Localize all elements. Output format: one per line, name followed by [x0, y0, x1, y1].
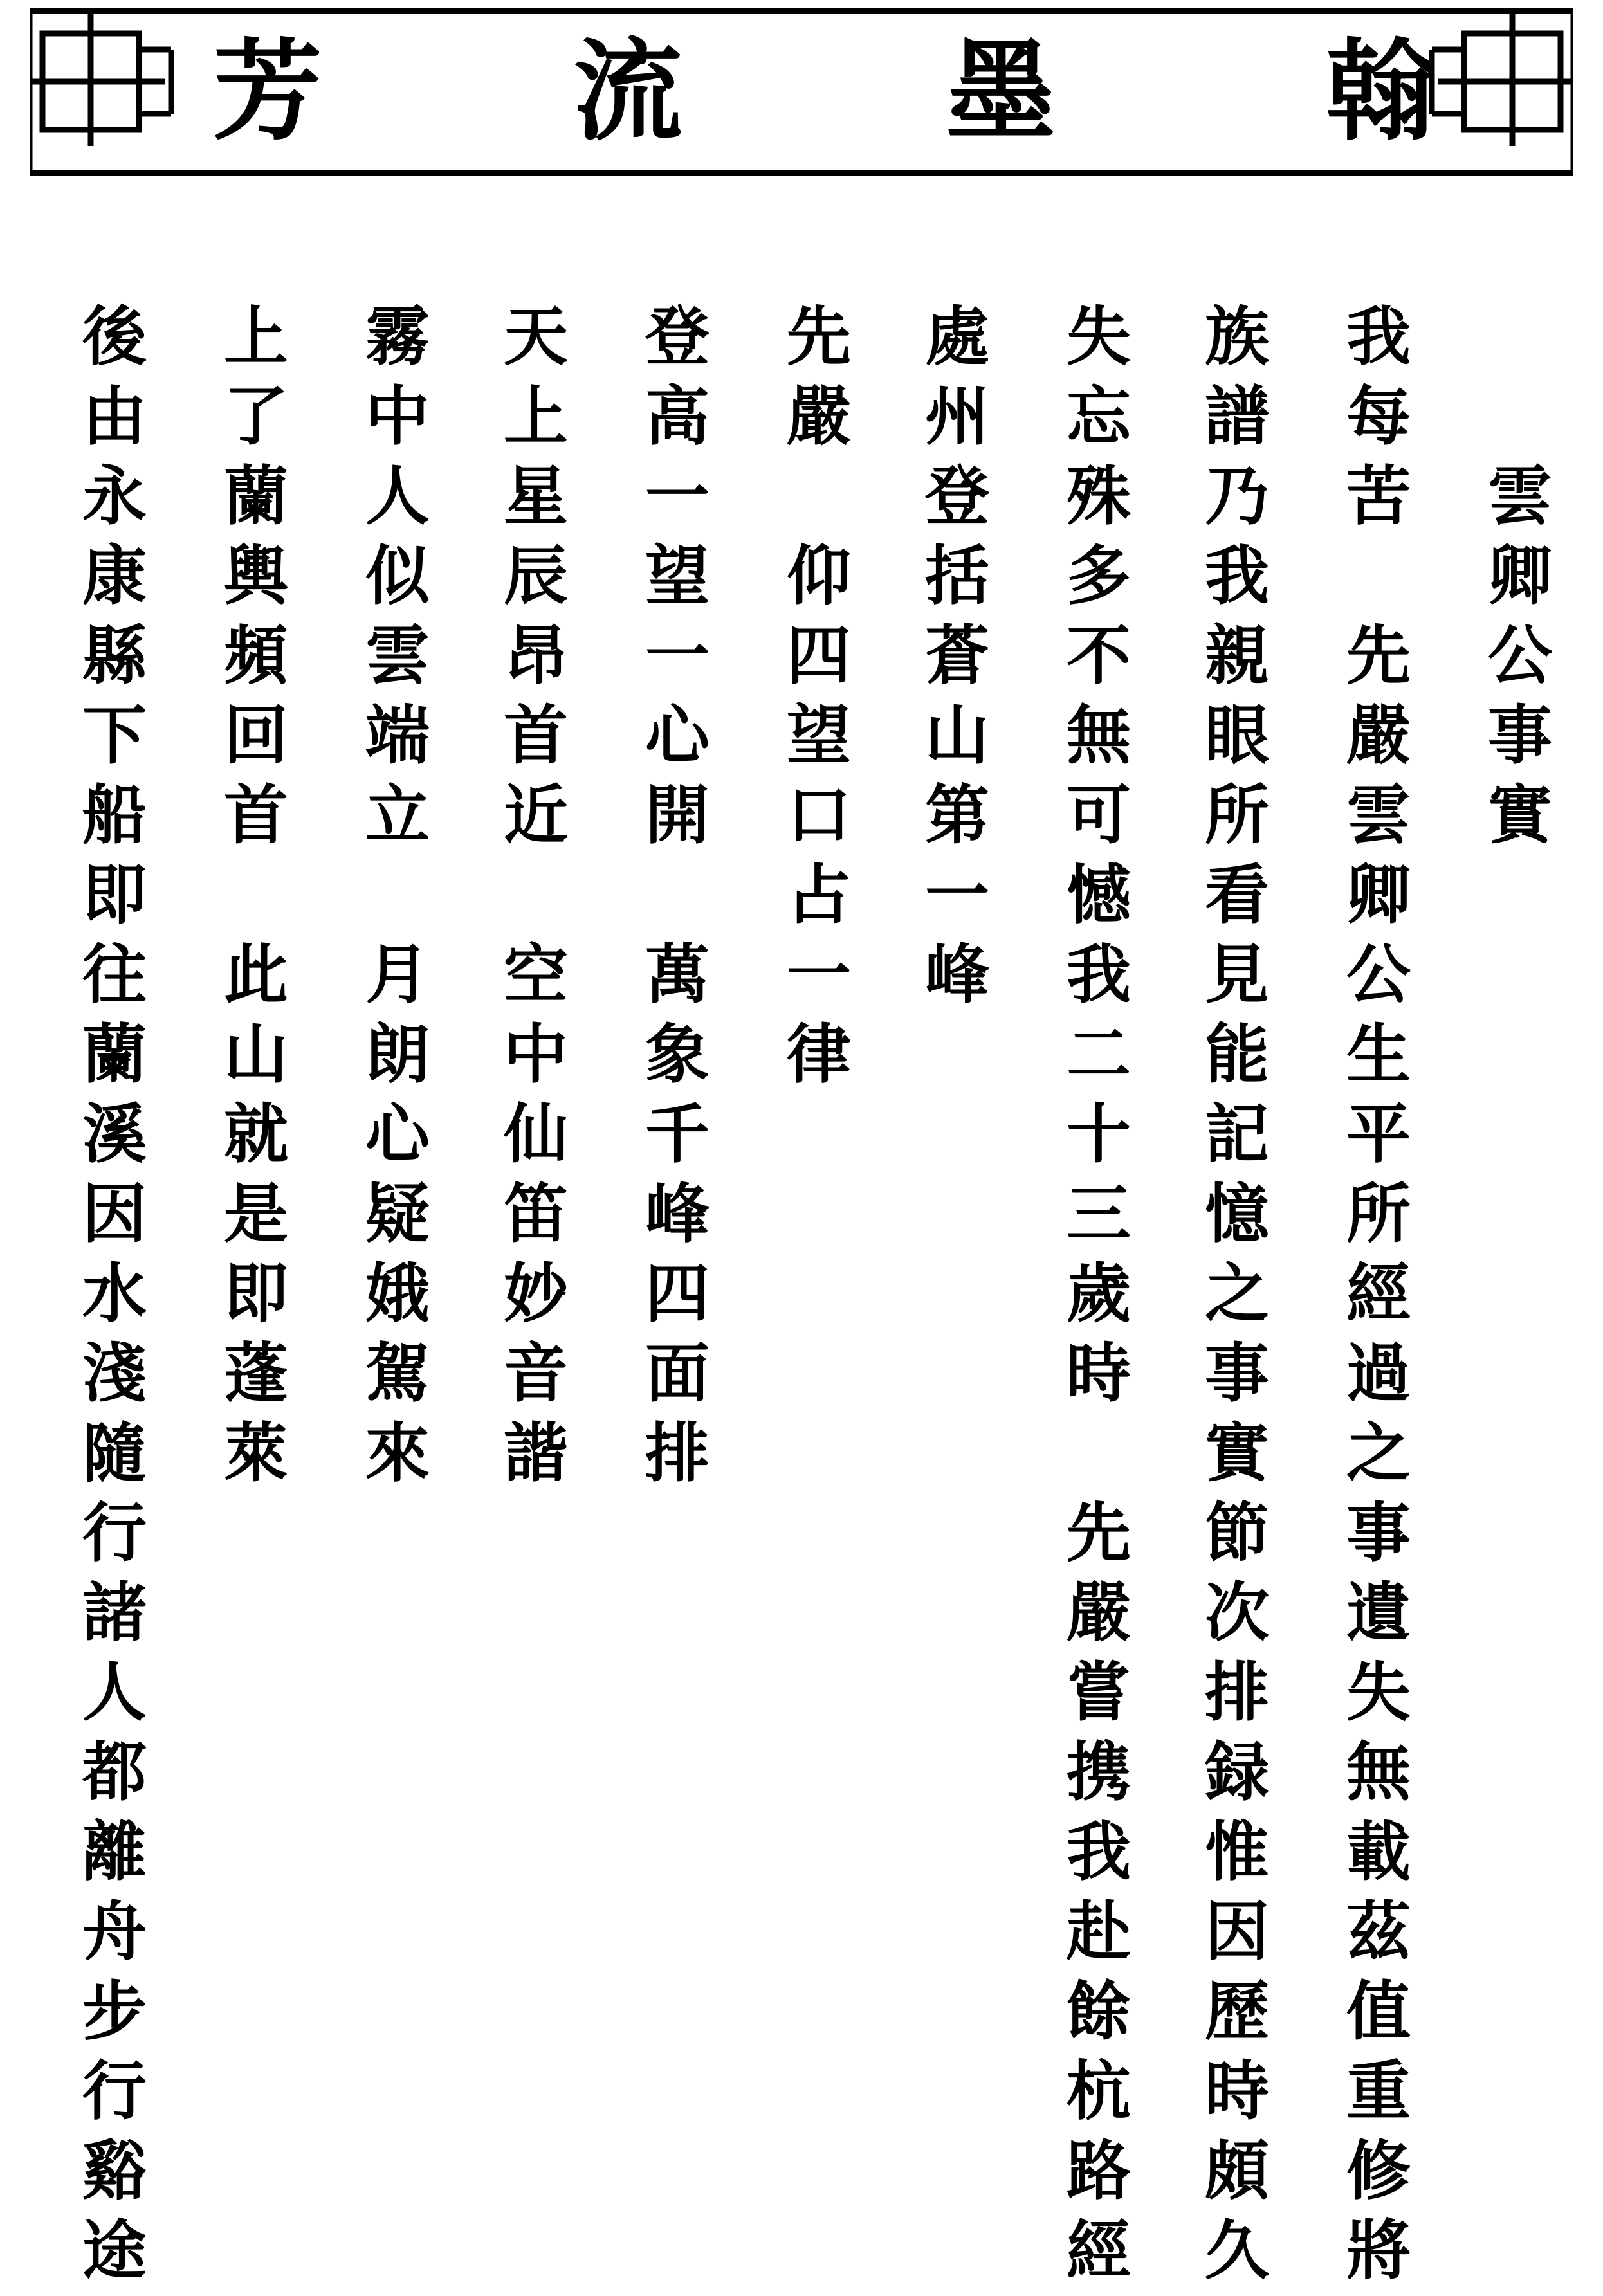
banner-char-4: 芳: [212, 27, 322, 156]
text-column-heading: 雲卿公事實: [1477, 302, 1553, 861]
header-banner: [30, 8, 1573, 176]
poem-line-4: 上了蘭輿頻回首 此山就是即蓬萊: [213, 302, 289, 1499]
poem-line-3: 霧中人似雲端立 月朗心疑娥駕來: [354, 302, 430, 1499]
poem-line-1: 登高一望一心開 萬象千峰四面排: [634, 302, 710, 1499]
text-column-1: 我每苦 先嚴雲卿公生平所經過之事遺失無載茲值重修將: [1335, 302, 1411, 2296]
poem-line-2: 天上星辰昂首近 空中仙笛妙音諧: [493, 302, 569, 1499]
banner-char-1: 翰: [1325, 27, 1435, 156]
banner-char-2: 墨: [946, 27, 1056, 156]
text-column-4: 處州登括蒼山第一峰: [914, 302, 990, 1020]
text-column-6: 後由永康縣下船即往蘭溪因水淺隨行諸人都離舟步行谿途: [71, 302, 147, 2296]
text-column-2: 族譜乃我親眼所看見能記憶之事實節次排録惟因歷時頗久: [1194, 302, 1270, 2296]
text-column-5: 先嚴 仰四望口占一律: [776, 302, 852, 1100]
text-column-3: 失忘殊多不無可憾我二十三歲時 先嚴嘗携我赴餘杭路經: [1056, 302, 1131, 2296]
banner-char-3: 流: [572, 27, 682, 156]
